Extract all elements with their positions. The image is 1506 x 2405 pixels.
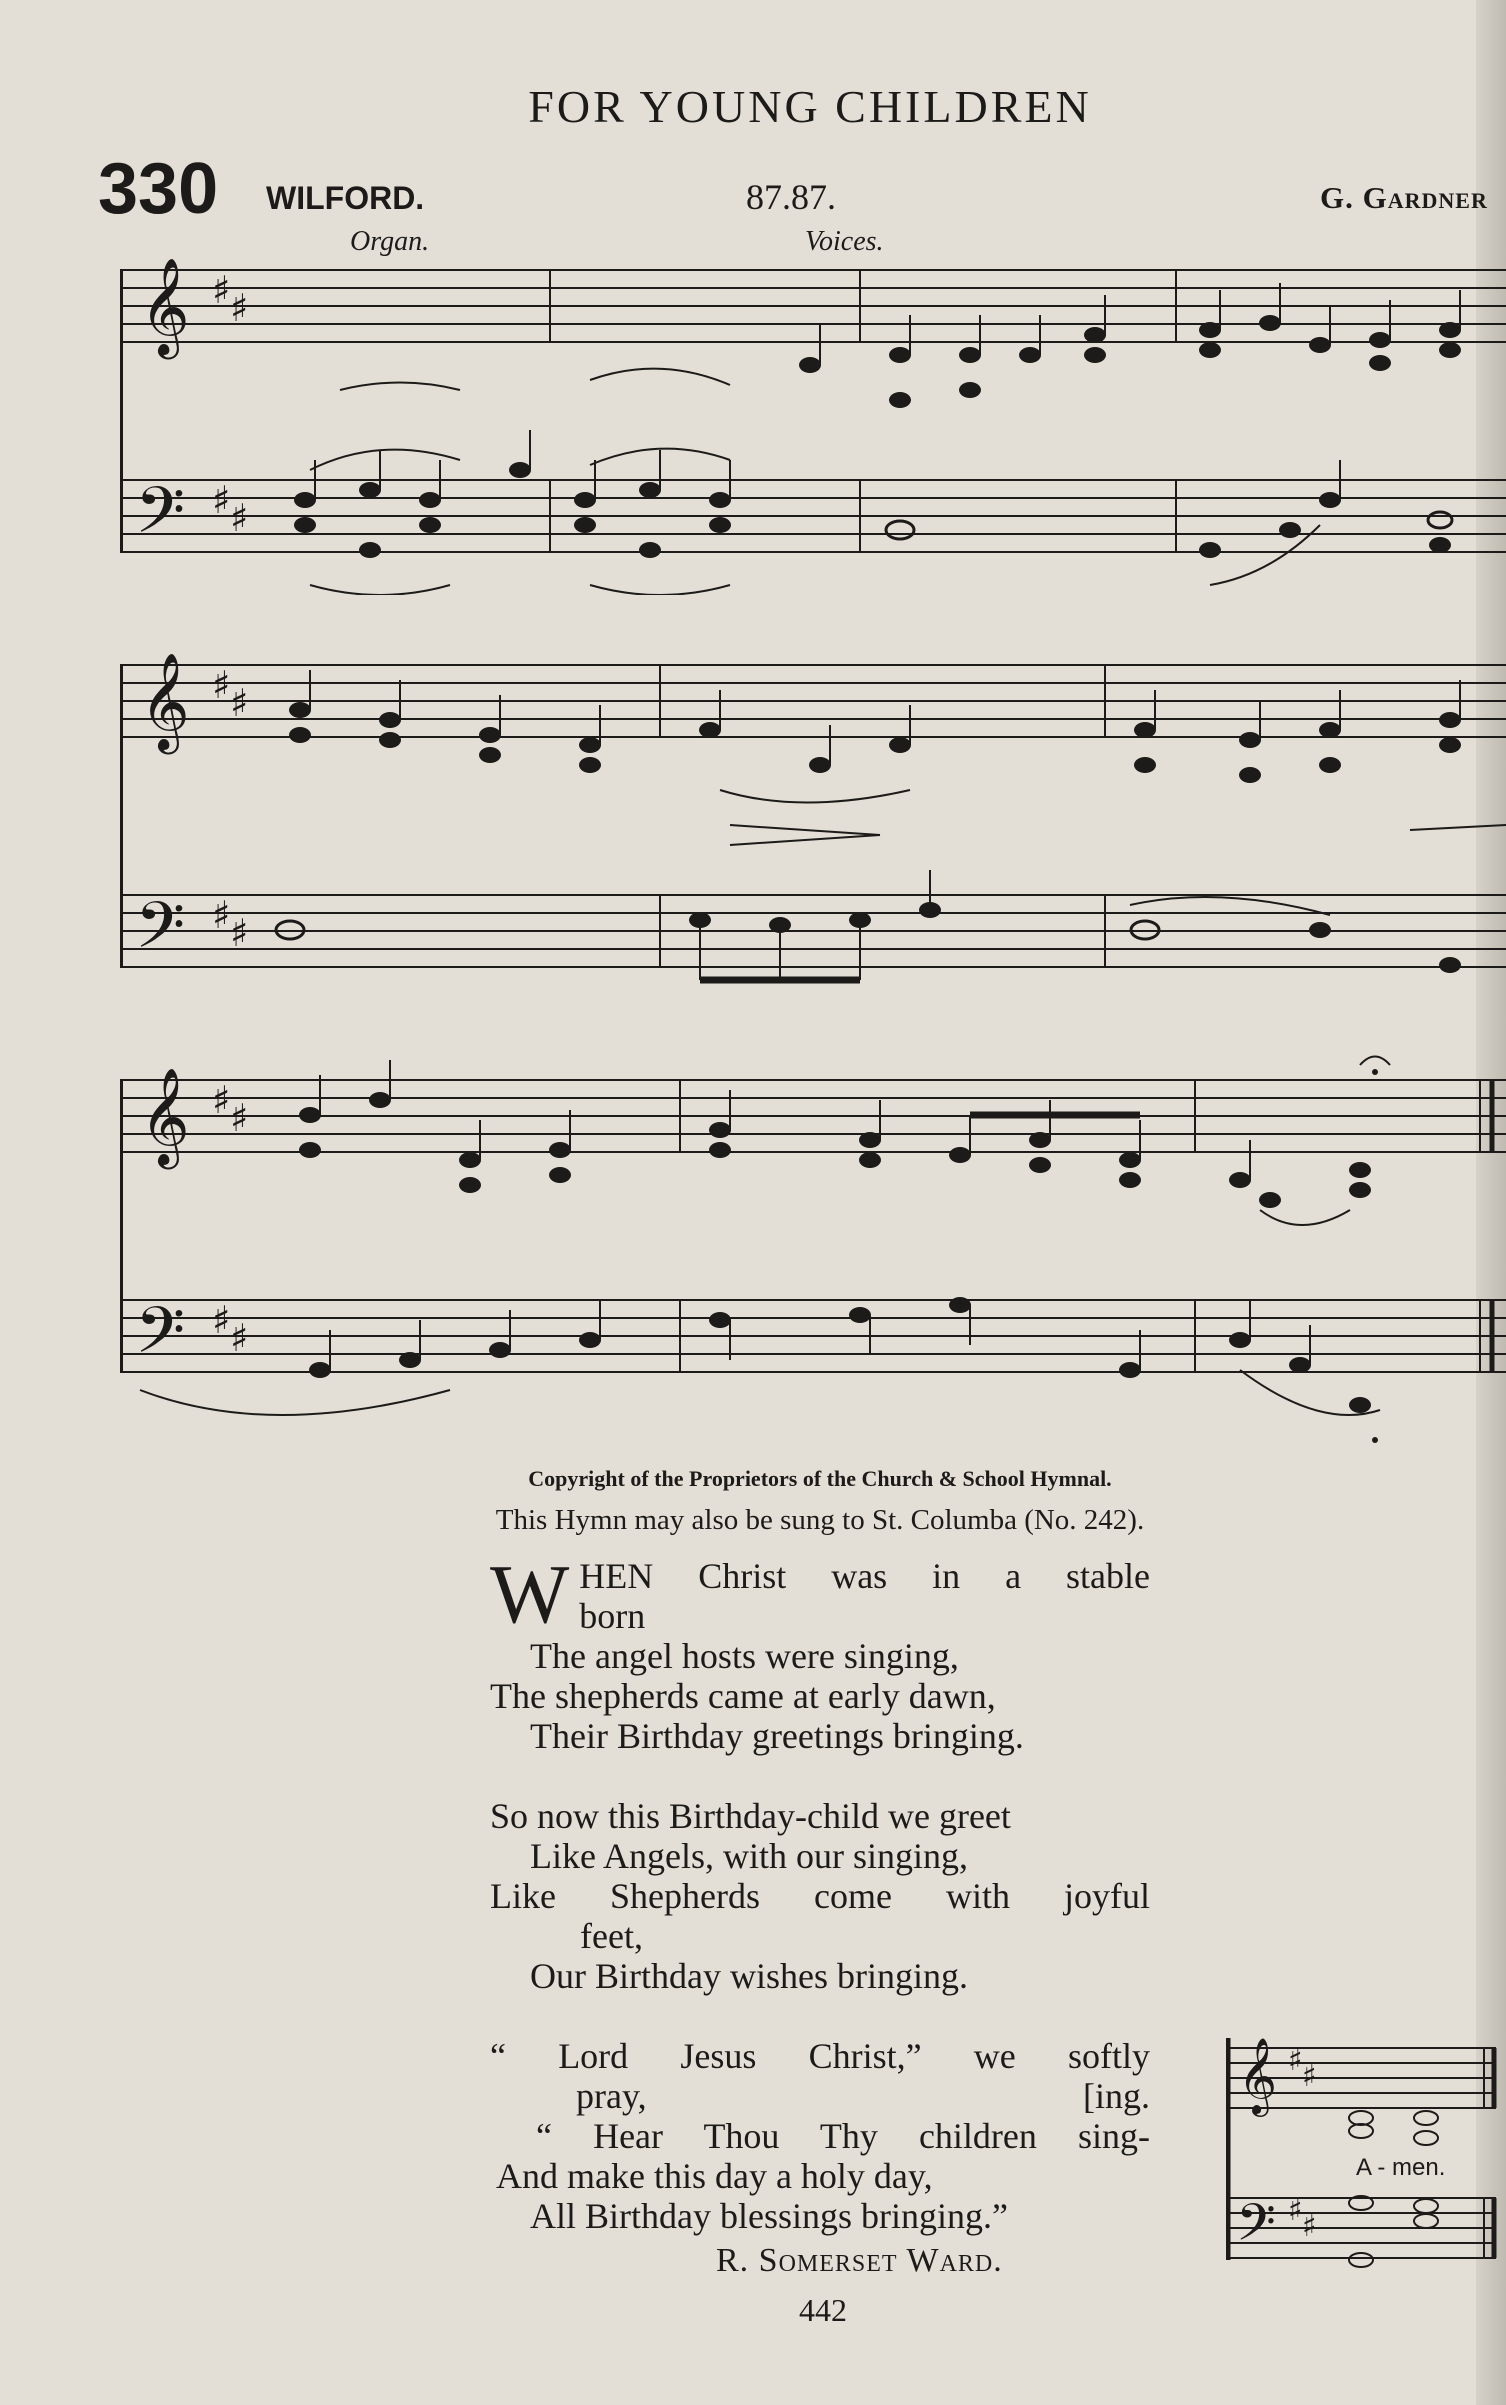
composer: G. Gardner	[1320, 180, 1488, 215]
svg-text:♯: ♯	[1302, 2209, 1317, 2244]
page-title: FOR YOUNG CHILDREN	[528, 81, 1092, 132]
svg-text:♯: ♯	[212, 268, 231, 312]
svg-text:♯: ♯	[212, 478, 231, 522]
music-system-3	[120, 1040, 1506, 1460]
verse-line: The shepherds came at early dawn,	[490, 1676, 996, 1716]
verse-line: Like Angels, with our singing,	[530, 1836, 968, 1876]
verse-2	[490, 1796, 1150, 1996]
verse-line: Like Shepherds come with joyful	[490, 1876, 1150, 1916]
hymn-author: R. Somerset Ward.	[716, 2242, 1003, 2279]
amen-score	[1226, 2028, 1506, 2268]
music-system-2	[120, 635, 1506, 1005]
svg-text:♯: ♯	[1288, 2193, 1303, 2228]
voices-label: Voices.	[805, 226, 884, 257]
svg-text:𝄢: 𝄢	[135, 1294, 186, 1384]
svg-text:𝄞: 𝄞	[1238, 2037, 1278, 2114]
verse-3	[490, 2036, 1150, 2236]
verse-line: “ Hear Thou Thy children sing-	[536, 2116, 1150, 2156]
svg-text:♯: ♯	[212, 1078, 231, 1122]
svg-text:♯: ♯	[1288, 2043, 1303, 2078]
meter: 87.87.	[746, 177, 836, 217]
svg-text:𝄞: 𝄞	[140, 652, 190, 750]
svg-text:♯: ♯	[230, 911, 249, 955]
verse-line: pray,	[576, 2076, 647, 2116]
music-system-1	[120, 255, 1506, 595]
score-system-2	[120, 635, 1506, 1005]
score-system-1	[120, 255, 1506, 595]
svg-text:𝄞: 𝄞	[140, 257, 190, 355]
alternate-tune-note	[0, 1504, 1506, 1537]
svg-text:♯: ♯	[230, 1316, 249, 1360]
verse-1	[490, 1548, 1150, 1756]
svg-text:𝄢: 𝄢	[1236, 2192, 1276, 2265]
verse-line: All Birthday blessings bringing.”	[530, 2196, 1008, 2236]
svg-text:♯: ♯	[230, 1096, 249, 1140]
svg-text:♯: ♯	[1302, 2059, 1317, 2094]
verse-line: And make this day a holy day,	[496, 2156, 933, 2196]
svg-text:𝄞: 𝄞	[140, 1067, 190, 1165]
svg-text:♯: ♯	[230, 496, 249, 540]
verse-line: feet,	[580, 1916, 643, 1956]
verse-line: Their Birthday greetings bringing.	[530, 1716, 1024, 1756]
page-number: 442	[799, 2292, 847, 2328]
copyright-notice: Copyright of the Proprietors of the Church & School Hymnal.	[528, 1466, 1112, 1491]
organ-label: Organ.	[350, 226, 430, 257]
svg-text:♯: ♯	[212, 663, 231, 707]
amen-text: A - men.	[1356, 2154, 1446, 2181]
alternate-tune-text: This Hymn may also be sung to St. Columba (No. 242).	[495, 1504, 1145, 1536]
svg-text:♯: ♯	[212, 893, 231, 937]
svg-text:♯: ♯	[230, 286, 249, 330]
verse-line: “ Lord Jesus Christ,” we softly	[490, 2036, 1150, 2076]
verse-line: Our Birthday wishes bringing.	[530, 1956, 968, 1996]
verse-line: HEN Christ was in a stable	[579, 1556, 1150, 1596]
tune-name: WILFORD.	[266, 180, 425, 216]
svg-text:𝄢: 𝄢	[135, 889, 186, 979]
verse-line: So now this Birthday-child we greet	[490, 1796, 1011, 1836]
verse-line: born	[579, 1596, 646, 1636]
svg-text:♯: ♯	[230, 681, 249, 725]
drop-cap: W	[490, 1548, 570, 1641]
amen-score-svg	[1226, 2028, 1506, 2268]
svg-text:♯: ♯	[212, 1298, 231, 1342]
hymn-number: 330	[98, 149, 219, 229]
verse-line-overflow: [ing.	[1083, 2076, 1150, 2116]
svg-text:𝄢: 𝄢	[135, 474, 186, 564]
verse-line: The angel hosts were singing,	[530, 1636, 959, 1676]
score-system-3	[120, 1040, 1506, 1460]
